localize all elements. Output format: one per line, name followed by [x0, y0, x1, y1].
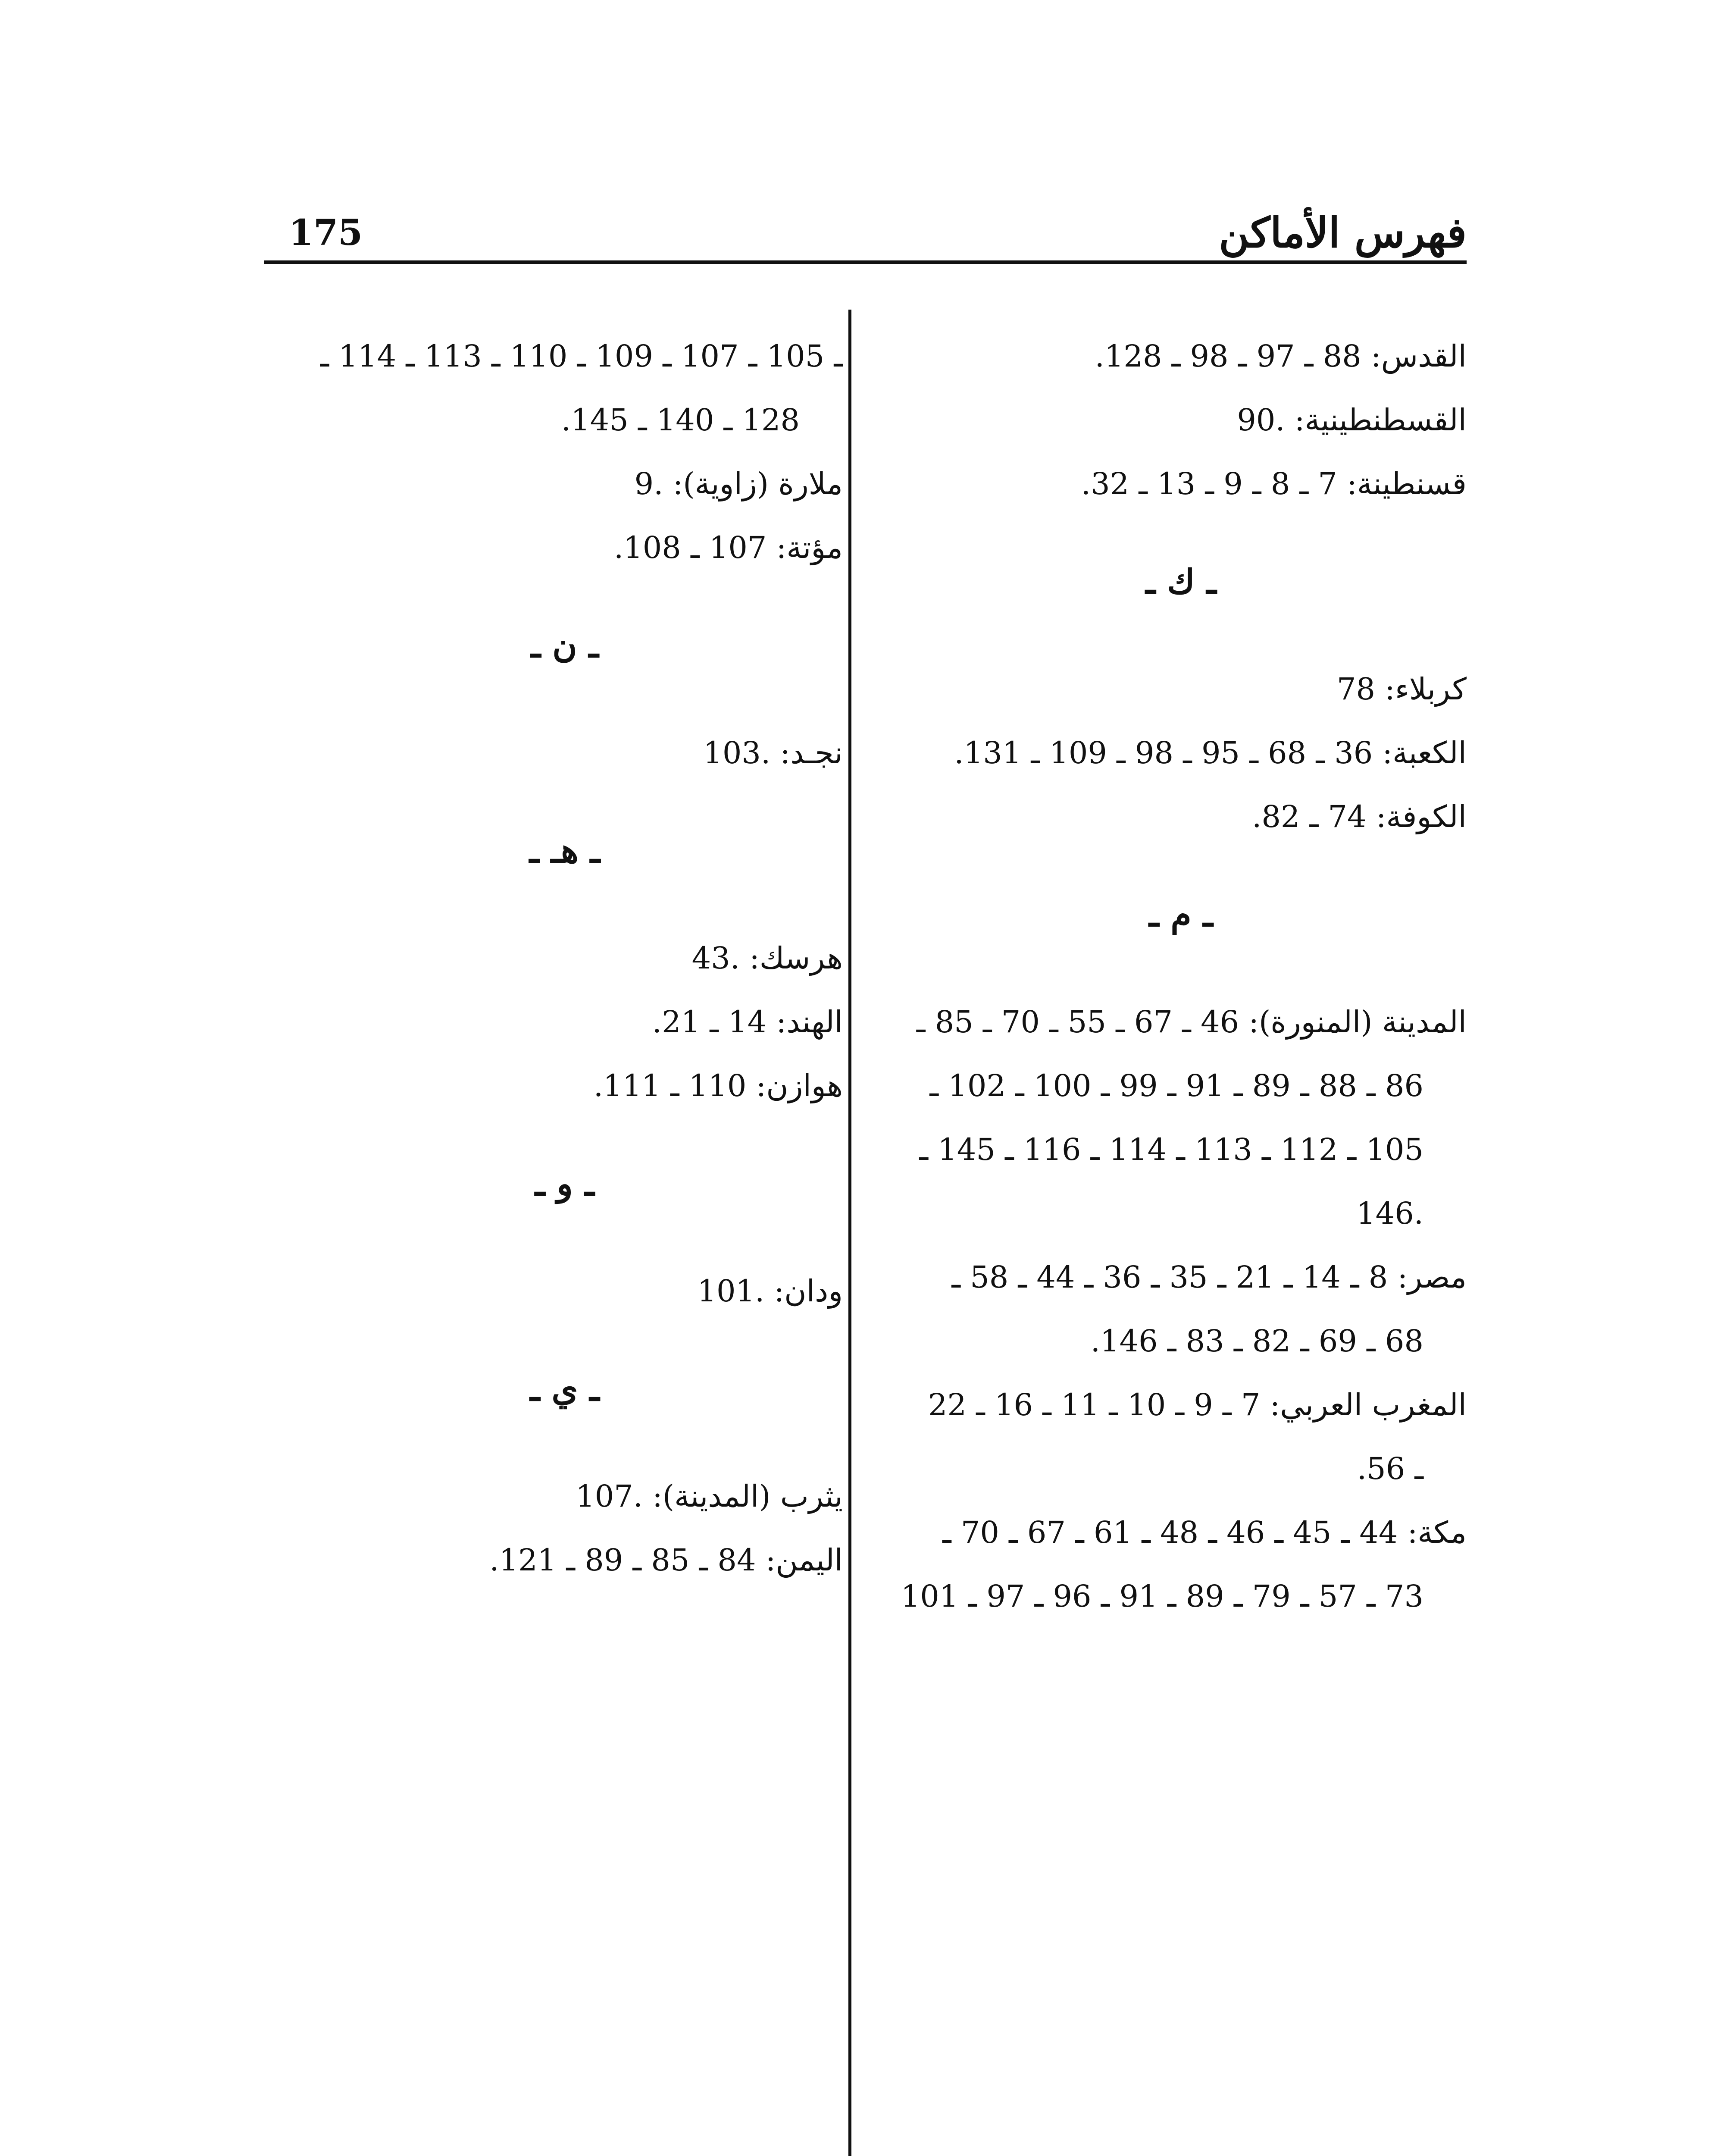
entry-term: هرسك: — [749, 940, 843, 976]
entry-term: المغرب العربي: — [1270, 1387, 1467, 1423]
index-entry — [287, 926, 843, 990]
letter-heading-waw: ـ و ـ — [535, 1164, 594, 1203]
letter-heading-ya: ـ ي ـ — [530, 1369, 600, 1409]
entry-pages: 78 — [1336, 671, 1376, 707]
index-entry — [287, 1528, 843, 1592]
index-entry — [895, 1501, 1467, 1564]
entry-pages: 107. — [576, 1479, 643, 1514]
entry-continuation: 128 ـ 140 ـ 145. — [561, 402, 800, 438]
entry-continuation: ـ 56. — [1357, 1451, 1423, 1486]
index-entry — [287, 1464, 843, 1528]
index-entry — [895, 1373, 1467, 1437]
entry-term: اليمن: — [765, 1542, 843, 1578]
entry-term: ملارة (زاوية): — [673, 466, 843, 501]
index-entry — [287, 990, 843, 1054]
index-entry — [895, 1245, 1467, 1309]
index-entry — [287, 1054, 843, 1118]
entry-term: كربلاء: — [1385, 671, 1467, 707]
entry-pages: 90. — [1237, 402, 1285, 438]
index-column-right — [895, 324, 1467, 1628]
entry-continuation: 105 ـ 112 ـ 113 ـ 114 ـ 116 ـ 145 ـ — [919, 1132, 1423, 1167]
entry-term: الكوفة: — [1376, 799, 1467, 834]
entry-term: يثرب (المدينة): — [652, 1479, 843, 1514]
entry-continuation: 73 ـ 57 ـ 79 ـ 89 ـ 91 ـ 96 ـ 97 ـ 101 — [901, 1579, 1423, 1614]
index-entry — [287, 516, 843, 580]
entry-term: ودان: — [774, 1273, 843, 1309]
page-number: 175 — [289, 212, 363, 254]
entry-term: قسنطينة: — [1347, 466, 1467, 501]
entry-pages: 74 ـ 82. — [1252, 799, 1367, 834]
entry-pages: 43. — [691, 940, 740, 976]
index-entry — [895, 388, 1467, 452]
column-divider — [848, 310, 851, 2156]
entry-pages: 110 ـ 111. — [593, 1068, 747, 1103]
index-entry — [895, 657, 1467, 721]
index-entry — [287, 452, 843, 516]
letter-heading-kaf: ـ ك ـ — [1145, 562, 1217, 602]
entry-continuation: 146. — [1356, 1196, 1423, 1231]
entry-pages: 84 ـ 85 ـ 89 ـ 121. — [489, 1542, 756, 1578]
entry-pages: 7 ـ 8 ـ 9 ـ 13 ـ 32. — [1081, 466, 1337, 501]
index-entry — [895, 785, 1467, 849]
entry-term: الهند: — [776, 1004, 843, 1040]
index-entry — [895, 990, 1467, 1054]
index-entry — [287, 1259, 843, 1323]
letter-heading-ha: ـ هـ ـ — [529, 831, 600, 871]
entry-term: مؤتة: — [776, 530, 843, 565]
entry-pages: 36 ـ 68 ـ 95 ـ 98 ـ 109 ـ 131. — [954, 735, 1373, 771]
entry-pages: 7 ـ 9 ـ 10 ـ 11 ـ 16 ـ 22 — [928, 1387, 1261, 1423]
index-entry — [895, 452, 1467, 516]
letter-heading-mim: ـ م ـ — [1149, 895, 1213, 934]
entry-term: القسطنطينية: — [1294, 402, 1467, 438]
entry-pages: 8 ـ 14 ـ 21 ـ 35 ـ 36 ـ 44 ـ 58 ـ — [951, 1260, 1388, 1295]
entry-continuation: 68 ـ 69 ـ 82 ـ 83 ـ 146. — [1090, 1323, 1423, 1359]
entry-continuation: 86 ـ 88 ـ 89 ـ 91 ـ 99 ـ 100 ـ 102 ـ — [929, 1068, 1423, 1103]
index-entry — [287, 721, 843, 785]
entry-pages: 103. — [703, 735, 771, 771]
entry-term: القدس: — [1371, 338, 1467, 374]
page-title: فهرس الأماكن — [1219, 208, 1467, 257]
entry-pages: 46 ـ 67 ـ 55 ـ 70 ـ 85 ـ — [916, 1004, 1239, 1040]
index-entry — [895, 721, 1467, 785]
entry-pages: 14 ـ 21. — [652, 1004, 767, 1040]
entry-term: المدينة (المنورة): — [1248, 1004, 1467, 1040]
header-rule — [264, 260, 1467, 264]
entry-pages: 88 ـ 97 ـ 98 ـ 128. — [1095, 338, 1361, 374]
index-column-left — [287, 324, 843, 1592]
entry-pages: 9. — [634, 466, 663, 501]
page-header — [264, 203, 1467, 263]
entry-term: هوازن: — [756, 1068, 843, 1103]
entry-term: مصر: — [1397, 1260, 1467, 1295]
letter-heading-nun: ـ ن ـ — [531, 626, 599, 665]
entry-continuation: ـ 105 ـ 107 ـ 109 ـ 110 ـ 113 ـ 114 ـ — [320, 338, 843, 374]
entry-pages: 101. — [697, 1273, 765, 1309]
entry-term: مكة: — [1407, 1515, 1467, 1550]
entry-term: الكعبة: — [1382, 735, 1467, 771]
entry-term: نجـد: — [780, 735, 843, 771]
index-entry — [895, 324, 1467, 388]
entry-pages: 44 ـ 45 ـ 46 ـ 48 ـ 61 ـ 67 ـ 70 ـ — [942, 1515, 1398, 1550]
entry-pages: 107 ـ 108. — [613, 530, 767, 565]
